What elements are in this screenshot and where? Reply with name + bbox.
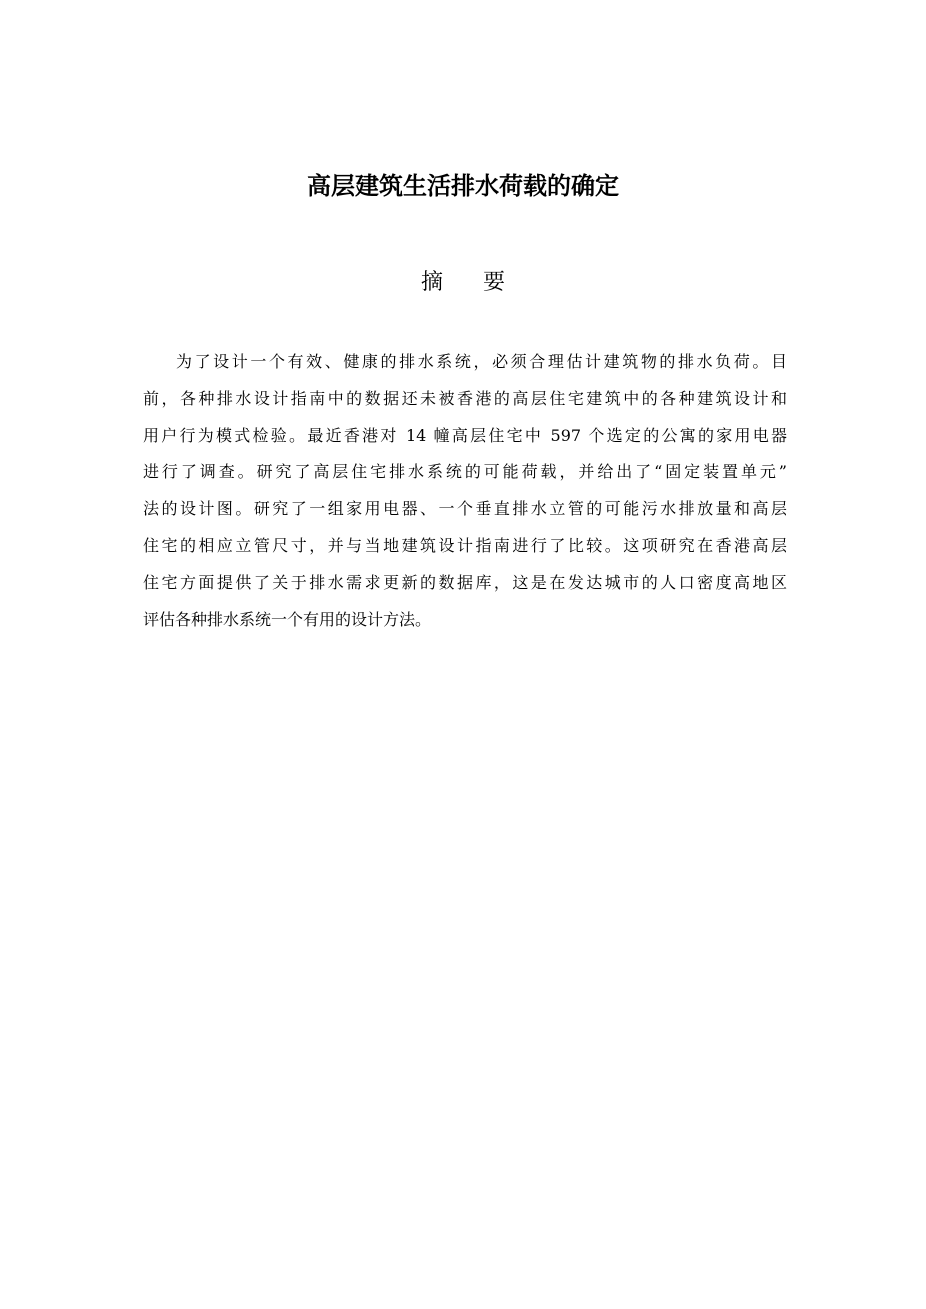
abstract-line: 进行了调查。研究了高层住宅排水系统的可能荷载，并给出了“固定装置单元” [143, 462, 787, 482]
abstract-line: 法的设计图。研究了一组家用电器、一个垂直排水立管的可能污水排放量和高层 [143, 499, 787, 519]
abstract-line: 用户行为模式检验。最近香港对 14 幢高层住宅中 597 个选定的公寓的家用电器 [143, 425, 787, 445]
abstract-body [143, 344, 787, 638]
abstract-heading [0, 266, 926, 300]
abstract-line: 为了设计一个有效、健康的排水系统，必须合理估计建筑物的排水负荷。目 [176, 352, 787, 371]
abstract-line: 住宅方面提供了关于排水需求更新的数据库，这是在发达城市的人口密度高地区 [143, 572, 787, 592]
abstract-line: 前，各种排水设计指南中的数据还未被香港的高层住宅建筑中的各种建筑设计和 [143, 388, 787, 408]
document-title: 高层建筑生活排水荷载的确定 [307, 172, 619, 200]
abstract-line: 住宅的相应立管尺寸，并与当地建筑设计指南进行了比较。这项研究在香港高层 [143, 535, 787, 555]
abstract-heading-char-2: 要 [482, 270, 505, 295]
abstract-heading-char-1: 摘 [420, 270, 443, 295]
abstract-line: 评估各种排水系统一个有用的设计方法。 [143, 609, 432, 629]
